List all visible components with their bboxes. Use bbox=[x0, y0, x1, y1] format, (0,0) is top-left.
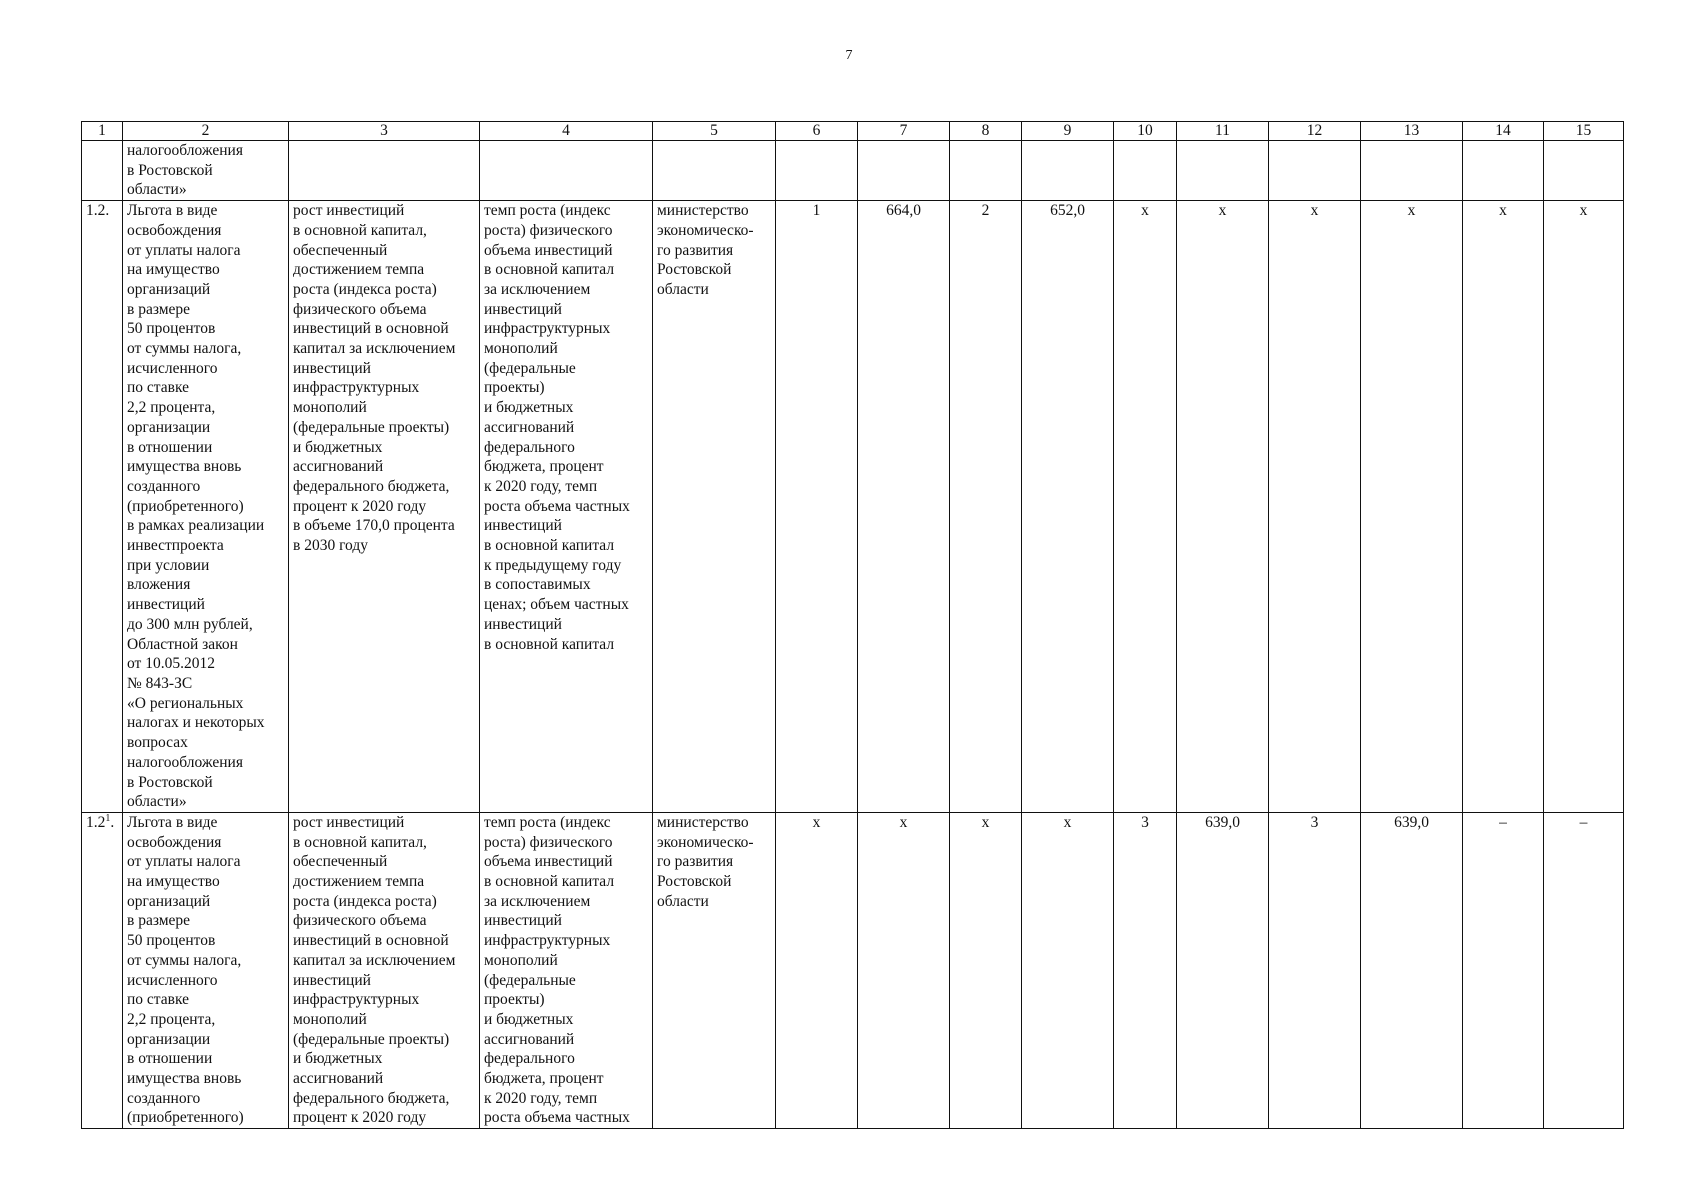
incentive-description-cell: Льгота в виде освобождения от уплаты налога на имущество организаций в размере 50 процентов от суммы налога, исчисленного по ставке 2,2 процента, организации в отношении имущества вновь созданного (приобретенного) bbox=[123, 812, 289, 1128]
value-cell: х bbox=[1114, 201, 1177, 813]
indicator-cell: темп роста (индекс роста) физического объема инвестиций в основной капитал за исключением инвестиций инфраструктурных монополий (федеральные проекты) и бюджетных ассигнований федерального бюджета, процент к 2020 году, темп роста объема частных инвестиций в основной капитал к предыдущему году в сопоставимых ценах; объем частных инвестиций в основной капитал bbox=[480, 201, 653, 813]
value-cell: х bbox=[1269, 201, 1361, 813]
value-cell: 3 bbox=[1114, 812, 1177, 1128]
column-number-cell: 5 bbox=[653, 122, 776, 141]
table-cell bbox=[1361, 141, 1463, 201]
value-cell: х bbox=[776, 812, 858, 1128]
table-cell bbox=[480, 141, 653, 201]
column-number-cell: 2 bbox=[123, 122, 289, 141]
value-cell: 2 bbox=[950, 201, 1022, 813]
table-cell bbox=[1114, 141, 1177, 201]
row-number-cell bbox=[82, 812, 123, 1128]
table-row-1-2 bbox=[82, 201, 1624, 813]
column-number-cell: 4 bbox=[480, 122, 653, 141]
value-cell: х bbox=[1463, 201, 1544, 813]
incentive-description-cell: налогообложения в Ростовской области» bbox=[123, 141, 289, 201]
value-cell: – bbox=[1544, 812, 1624, 1128]
incentives-table bbox=[81, 121, 1624, 1129]
table-cell bbox=[1269, 141, 1361, 201]
row-number-superscript: 1 bbox=[105, 812, 111, 824]
table-cell bbox=[950, 141, 1022, 201]
value-cell: х bbox=[950, 812, 1022, 1128]
row-number-suffix: . bbox=[110, 813, 115, 831]
table-cell bbox=[858, 141, 950, 201]
table-cell bbox=[1177, 141, 1269, 201]
column-number-cell: 10 bbox=[1114, 122, 1177, 141]
continuation-row bbox=[82, 141, 1624, 201]
value-cell: х bbox=[858, 812, 950, 1128]
column-number-cell: 3 bbox=[289, 122, 480, 141]
value-cell: 639,0 bbox=[1361, 812, 1463, 1128]
incentive-description-cell: Льгота в виде освобождения от уплаты налога на имущество организаций в размере 50 процентов от суммы налога, исчисленного по ставке 2,2 процента, организации в отношении имущества вновь созданного (приобретенного) в рамках реализации инвестпроекта при условии вложения инвестиций до 300 млн рублей, Областной закон от 10.05.2012 № 843-ЗС «О региональных налогах и некоторых вопросах налогообложения в Ростовской области» bbox=[123, 201, 289, 813]
row-number-cell: 1.2. bbox=[82, 201, 123, 813]
table-cell bbox=[289, 141, 480, 201]
row-number: 1.2 bbox=[86, 813, 106, 831]
column-number-cell: 13 bbox=[1361, 122, 1463, 141]
table-cell bbox=[653, 141, 776, 201]
value-cell: х bbox=[1022, 812, 1114, 1128]
value-cell: х bbox=[1361, 201, 1463, 813]
column-number-cell: 11 bbox=[1177, 122, 1269, 141]
column-number-row bbox=[82, 122, 1624, 141]
value-cell: х bbox=[1544, 201, 1624, 813]
value-cell: 664,0 bbox=[858, 201, 950, 813]
goal-cell: рост инвестиций в основной капитал, обеспеченный достижением темпа роста (индекса роста) физического объема инвестиций в основной капитал за исключением инвестиций инфраструктурных монополий (федеральные проекты) и бюджетных ассигнований федерального бюджета, процент к 2020 году в объеме 170,0 процента в 2030 году bbox=[289, 201, 480, 813]
curator-cell: министерство экономическо- го развития Ростовской области bbox=[653, 201, 776, 813]
column-number-cell: 6 bbox=[776, 122, 858, 141]
column-number-cell: 15 bbox=[1544, 122, 1624, 141]
table-cell bbox=[1022, 141, 1114, 201]
table-cell bbox=[1463, 141, 1544, 201]
column-number-cell: 8 bbox=[950, 122, 1022, 141]
table-row-1-2-1 bbox=[82, 812, 1624, 1128]
value-cell: 3 bbox=[1269, 812, 1361, 1128]
table-cell bbox=[776, 141, 858, 201]
page-number: 7 bbox=[845, 48, 853, 63]
column-number-cell: 9 bbox=[1022, 122, 1114, 141]
value-cell: 639,0 bbox=[1177, 812, 1269, 1128]
goal-cell: рост инвестиций в основной капитал, обеспеченный достижением темпа роста (индекса роста) физического объема инвестиций в основной капитал за исключением инвестиций инфраструктурных монополий (федеральные проекты) и бюджетных ассигнований федерального бюджета, процент к 2020 году bbox=[289, 812, 480, 1128]
column-number-cell: 1 bbox=[82, 122, 123, 141]
column-number-cell: 7 bbox=[858, 122, 950, 141]
curator-cell: министерство экономическо- го развития Ростовской области bbox=[653, 812, 776, 1128]
table-cell bbox=[1544, 141, 1624, 201]
value-cell: х bbox=[1177, 201, 1269, 813]
value-cell: 1 bbox=[776, 201, 858, 813]
value-cell: 652,0 bbox=[1022, 201, 1114, 813]
column-number-cell: 12 bbox=[1269, 122, 1361, 141]
value-cell: – bbox=[1463, 812, 1544, 1128]
indicator-cell: темп роста (индекс роста) физического объема инвестиций в основной капитал за исключением инвестиций инфраструктурных монополий (федеральные проекты) и бюджетных ассигнований федерального бюджета, процент к 2020 году, темп роста объема частных bbox=[480, 812, 653, 1128]
column-number-cell: 14 bbox=[1463, 122, 1544, 141]
table-cell bbox=[82, 141, 123, 201]
